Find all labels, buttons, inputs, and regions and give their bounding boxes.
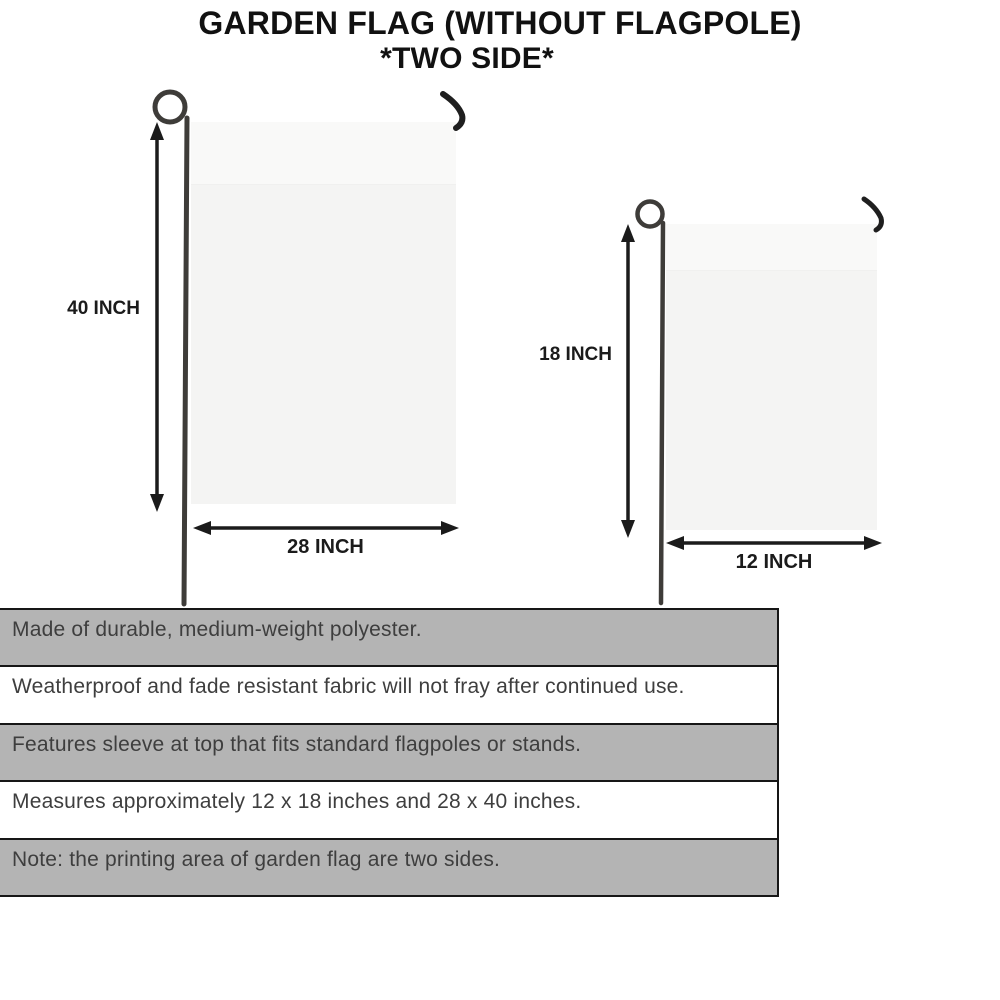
feature-table	[0, 608, 779, 897]
small-height-arrow	[621, 224, 635, 538]
small-width-label: 12 INCH	[735, 551, 813, 573]
feature-row: Made of durable, medium-weight polyester.	[0, 610, 777, 667]
small-height-label: 18 INCH	[539, 344, 612, 365]
feature-row: Features sleeve at top that fits standard flagpoles or stands.	[0, 725, 777, 782]
large-hanger-hook-icon	[443, 94, 462, 128]
small-hanger-hook-icon	[864, 199, 881, 230]
small-pole-loop-icon	[638, 202, 663, 227]
feature-row: Weatherproof and fade resistant fabric will not fray after continued use.	[0, 667, 777, 724]
large-height-arrow	[150, 122, 164, 512]
large-width-arrow	[193, 521, 459, 535]
large-height-label: 40 INCH	[67, 298, 140, 319]
title-line-1: GARDEN FLAG (WITHOUT FLAGPOLE)	[198, 5, 802, 41]
large-pole-loop-icon	[155, 92, 185, 122]
title-line-2: *TWO SIDE*	[380, 41, 554, 75]
small-pole	[661, 223, 663, 603]
feature-row: Measures approximately 12 x 18 inches and 28 x 40 inches.	[0, 782, 777, 839]
large-width-label: 28 INCH	[287, 536, 364, 558]
small-width-arrow	[666, 536, 882, 550]
large-pole	[184, 118, 187, 604]
feature-row: Note: the printing area of garden flag are two sides.	[0, 840, 777, 895]
